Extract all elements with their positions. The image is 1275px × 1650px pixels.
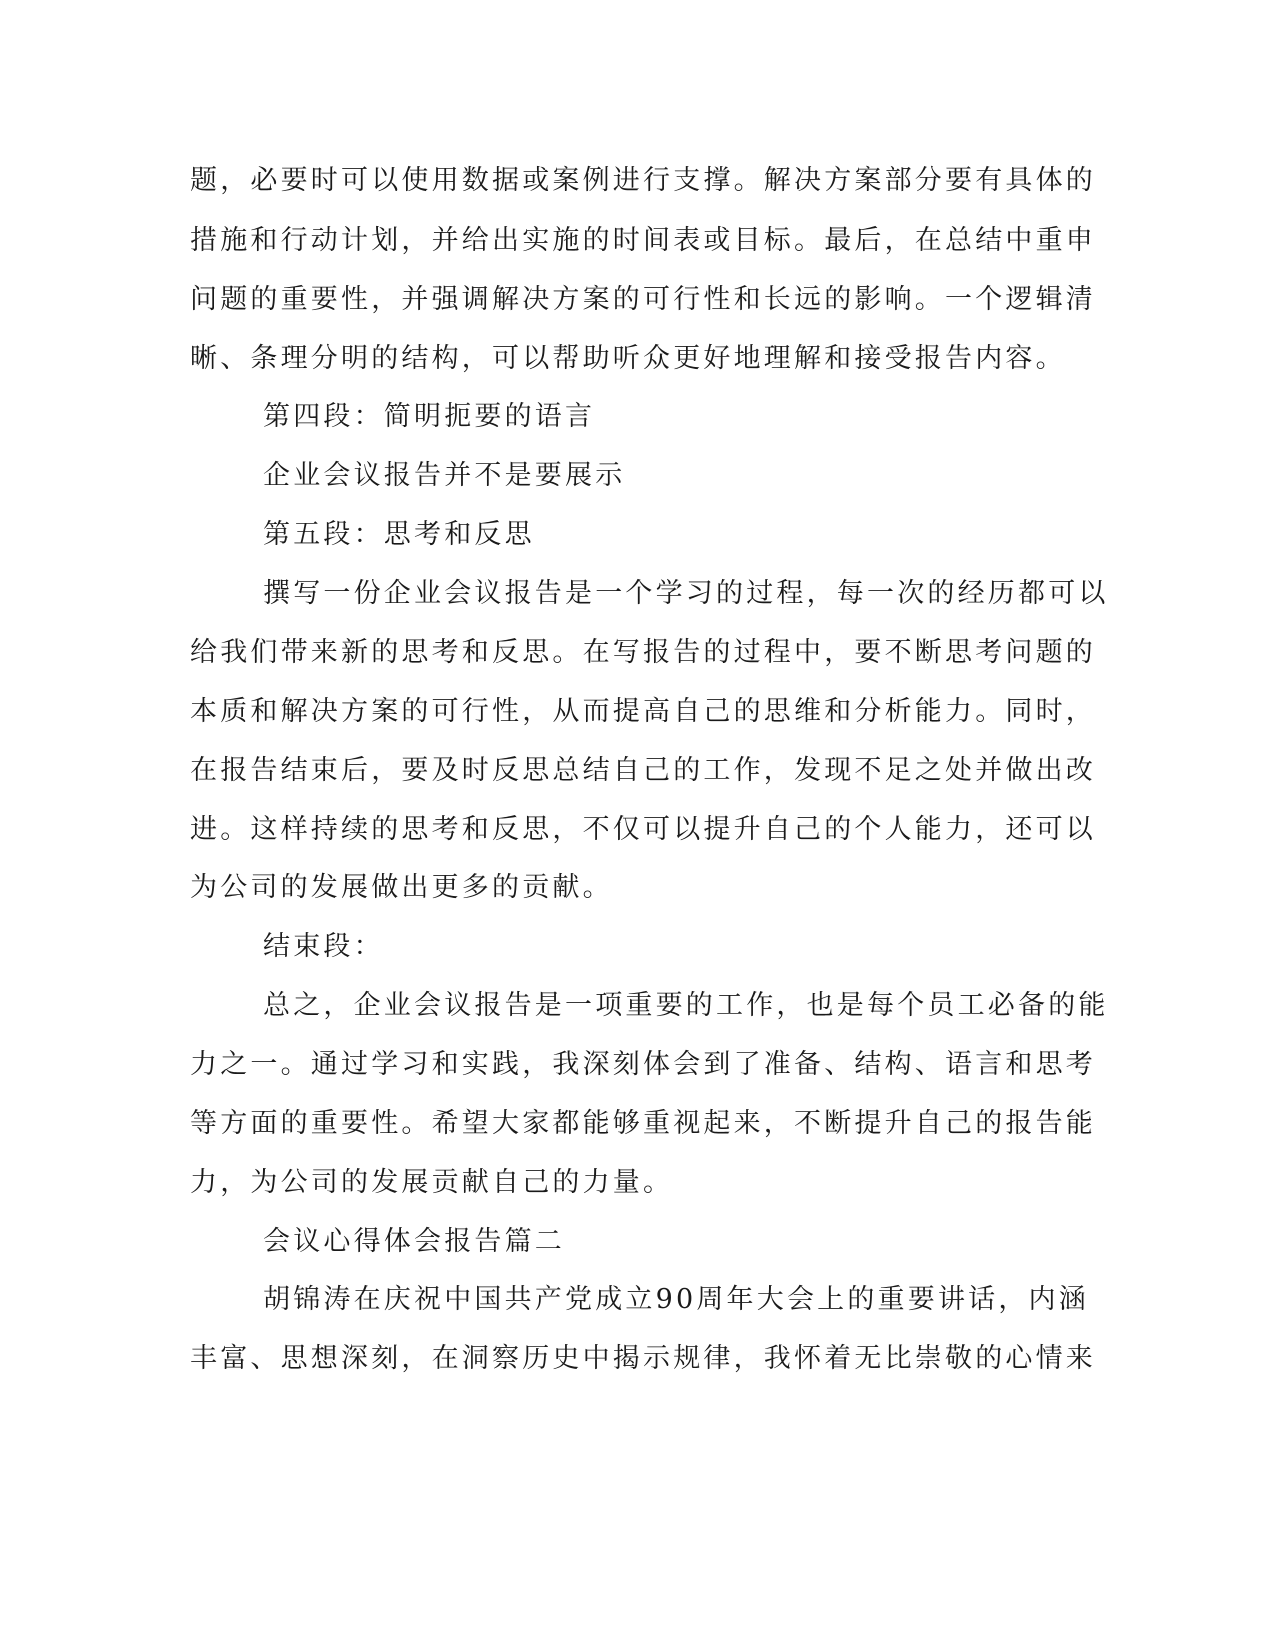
text-line: 总之，企业会议报告是一项重要的工作，也是每个员工必备的能 bbox=[263, 990, 1109, 1021]
section-heading: 第四段：简明扼要的语言 bbox=[263, 401, 596, 432]
text-line: 本质和解决方案的可行性，从而提高自己的思维和分析能力。同时， bbox=[190, 696, 1096, 727]
text-line: 企业会议报告并不是要展示 bbox=[263, 460, 626, 491]
text-line: 胡锦涛在庆祝中国共产党成立90周年大会上的重要讲话，内涵 bbox=[263, 1284, 1089, 1315]
text-line: 晰、条理分明的结构，可以帮助听众更好地理解和接受报告内容。 bbox=[190, 343, 1066, 374]
text-line: 力，为公司的发展贡献自己的力量。 bbox=[190, 1167, 674, 1198]
text-line: 问题的重要性，并强调解决方案的可行性和长远的影响。一个逻辑清 bbox=[190, 284, 1096, 315]
text-line: 在报告结束后，要及时反思总结自己的工作，发现不足之处并做出改 bbox=[190, 755, 1096, 786]
text-line: 题，必要时可以使用数据或案例进行支撑。解决方案部分要有具体的 bbox=[190, 165, 1096, 196]
text-line: 措施和行动计划，并给出实施的时间表或目标。最后，在总结中重申 bbox=[190, 225, 1096, 256]
text-line: 撰写一份企业会议报告是一个学习的过程，每一次的经历都可以 bbox=[263, 578, 1109, 609]
text-line: 给我们带来新的思考和反思。在写报告的过程中，要不断思考问题的 bbox=[190, 637, 1096, 668]
section-heading: 会议心得体会报告篇二 bbox=[263, 1226, 565, 1257]
text-line: 力之一。通过学习和实践，我深刻体会到了准备、结构、语言和思考 bbox=[190, 1049, 1096, 1080]
text-line: 进。这样持续的思考和反思，不仅可以提升自己的个人能力，还可以 bbox=[190, 814, 1096, 845]
text-line: 为公司的发展做出更多的贡献。 bbox=[190, 872, 613, 903]
section-heading: 第五段：思考和反思 bbox=[263, 519, 535, 550]
section-heading: 结束段： bbox=[263, 931, 384, 962]
text-line: 丰富、思想深刻，在洞察历史中揭示规律，我怀着无比崇敬的心情来 bbox=[190, 1343, 1096, 1374]
text-line: 等方面的重要性。希望大家都能够重视起来，不断提升自己的报告能 bbox=[190, 1108, 1096, 1139]
